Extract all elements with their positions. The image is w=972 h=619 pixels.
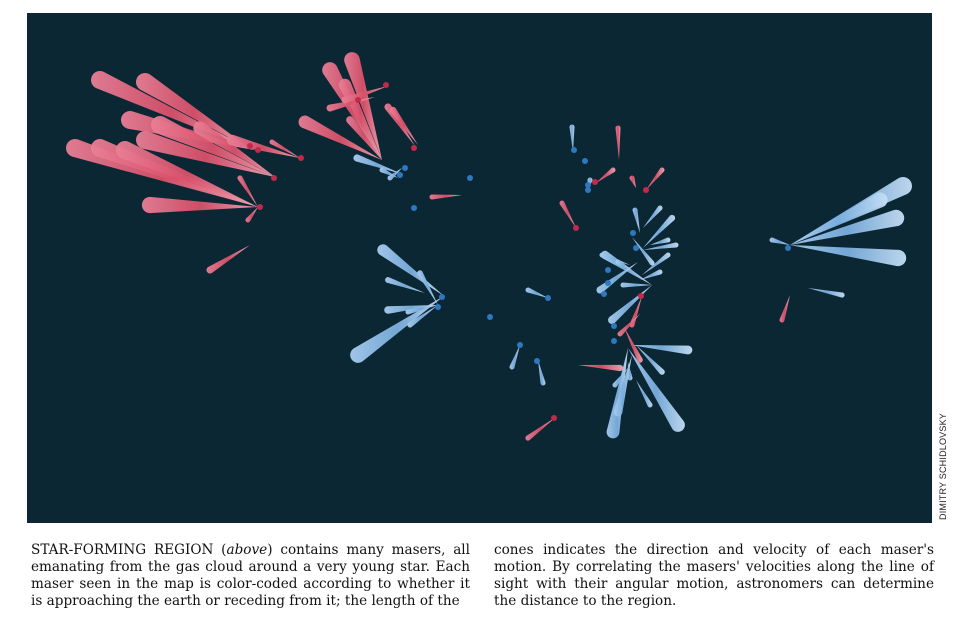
approaching-maser-dot <box>785 245 791 251</box>
receding-maser-dot <box>247 143 253 149</box>
approaching-maser-cone <box>596 262 638 294</box>
approaching-maser-cone <box>608 285 652 324</box>
receding-maser-cone <box>525 417 556 441</box>
approaching-maser-cone <box>790 245 906 266</box>
caption-left-column <box>31 542 470 610</box>
approaching-maser-cone <box>808 288 845 298</box>
approaching-maser-dot <box>402 165 408 171</box>
receding-maser-dot <box>551 415 557 421</box>
approaching-maser-dot <box>487 314 493 320</box>
receding-maser-dot <box>257 204 263 210</box>
approaching-maser-dot <box>517 342 523 348</box>
receding-maser-cone <box>578 365 623 371</box>
caption-paren-open: ( <box>213 542 227 558</box>
approaching-maser-cone <box>538 360 545 385</box>
caption-heading: STAR-FORMING REGION <box>31 542 214 558</box>
receding-maser-dot <box>298 155 304 161</box>
caption-right-column <box>494 542 934 610</box>
approaching-maser-cone <box>621 283 653 288</box>
receding-maser-dot <box>643 187 649 193</box>
approaching-maser-cone <box>526 288 549 299</box>
approaching-maser-cone <box>630 345 692 354</box>
receding-maser-dot <box>573 225 579 231</box>
approaching-maser-cone <box>643 242 679 250</box>
approaching-maser-dot <box>397 172 403 178</box>
maser-map-svg <box>27 13 932 523</box>
approaching-maser-dot <box>582 158 588 164</box>
receding-maser-cone <box>384 103 415 146</box>
receding-maser-dot <box>355 97 361 103</box>
approaching-maser-cone <box>770 238 791 245</box>
receding-maser-cone <box>616 126 621 160</box>
approaching-maser-dot <box>601 291 607 297</box>
approaching-maser-dot <box>534 358 540 364</box>
approaching-maser-dot <box>605 267 611 273</box>
receding-maser-cone <box>390 107 418 145</box>
caption-paren-close: ) <box>267 542 273 558</box>
caption-right-text: cones indicates the direction and velocity of each maser's motion. By correlating the masers' velocities along the line of sight with their angular motion, astronomers can determine the distance to the region. <box>494 542 934 609</box>
receding-maser-cone <box>618 314 640 336</box>
approaching-maser-cone <box>510 345 521 370</box>
receding-maser-cone <box>430 195 462 200</box>
approaching-maser-dot <box>439 294 445 300</box>
receding-maser-cone <box>780 295 790 322</box>
approaching-maser-dot <box>611 323 617 329</box>
approaching-maser-dot <box>467 175 473 181</box>
approaching-maser-dot <box>605 280 611 286</box>
approaching-maser-cone <box>632 237 654 266</box>
approaching-maser-cone <box>417 270 438 305</box>
receding-maser-cone <box>245 207 258 223</box>
receding-maser-dot <box>592 179 598 185</box>
approaching-maser-dot <box>545 295 551 301</box>
photo-credit: DIMITRY SCHIDLOVSKY <box>938 413 948 520</box>
caption-left-text: contains many masers, all emanating from the gas cloud around a very young star. Each maser seen in the map is color-coded according to whether it is approaching the earth or receding from it; the length of the <box>31 542 471 609</box>
receding-maser-dot <box>383 82 389 88</box>
approaching-maser-cone <box>643 205 662 228</box>
approaching-maser-dot <box>585 187 591 193</box>
approaching-maser-cone <box>640 270 662 280</box>
receding-maser-cone <box>270 140 300 158</box>
receding-maser-cone <box>560 201 576 228</box>
approaching-maser-cone <box>353 154 402 174</box>
approaching-maser-dot <box>411 205 417 211</box>
receding-maser-dot <box>411 145 417 151</box>
approaching-maser-dot <box>571 147 577 153</box>
caption-above: above <box>226 542 268 558</box>
maser-cones <box>66 52 912 440</box>
receding-maser-dot <box>271 175 277 181</box>
receding-maser-dot <box>255 147 261 153</box>
approaching-maser-dot <box>633 245 639 251</box>
approaching-maser-cone <box>628 348 685 432</box>
receding-maser-dot <box>638 293 644 299</box>
approaching-maser-cone <box>633 208 640 233</box>
approaching-maser-dot <box>435 304 441 310</box>
maser-map <box>27 13 932 523</box>
receding-maser-cone <box>206 245 250 274</box>
caption-paragraph <box>31 542 470 610</box>
receding-maser-cone <box>630 176 636 188</box>
receding-maser-cone <box>646 168 664 190</box>
receding-maser-cone <box>596 168 615 183</box>
approaching-maser-dot <box>611 338 617 344</box>
approaching-maser-dot <box>630 230 636 236</box>
